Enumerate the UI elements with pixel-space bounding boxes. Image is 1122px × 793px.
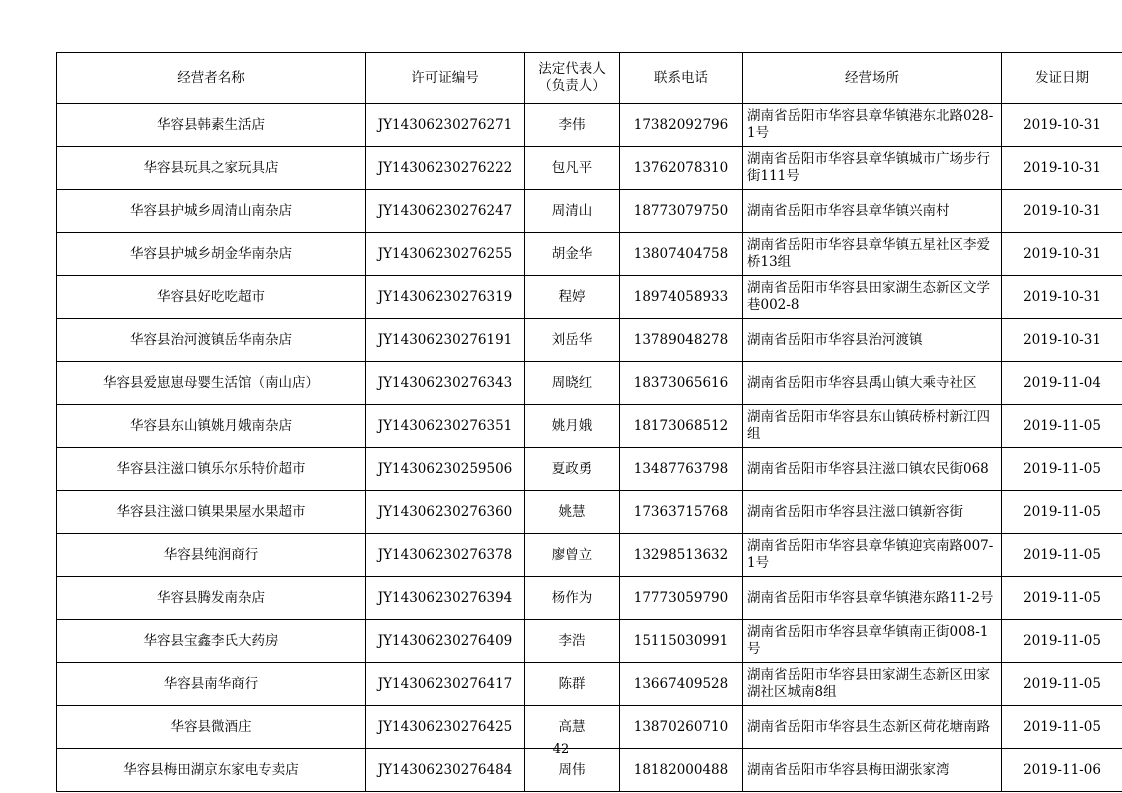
table-body	[57, 104, 1122, 792]
cell-license-number: JY14306230276191	[366, 319, 525, 362]
column-header-license-number: 许可证编号	[366, 53, 525, 104]
cell-phone: 18373065616	[620, 362, 743, 405]
cell-issue-date: 2019-11-04	[1002, 362, 1122, 405]
cell-legal-representative: 李浩	[525, 620, 620, 663]
cell-license-number: JY14306230276394	[366, 577, 525, 620]
cell-issue-date: 2019-10-31	[1002, 104, 1122, 147]
cell-license-number: JY14306230276484	[366, 749, 525, 792]
cell-phone: 13667409528	[620, 663, 743, 706]
cell-license-number: JY14306230276417	[366, 663, 525, 706]
cell-business-place: 湖南省岳阳市华容县田家湖生态新区田家湖社区城南8组	[743, 663, 1002, 706]
cell-issue-date: 2019-10-31	[1002, 319, 1122, 362]
cell-operator-name: 华容县好吃吃超市	[57, 276, 366, 319]
cell-phone: 17773059790	[620, 577, 743, 620]
column-header-operator-name: 经营者名称	[57, 53, 366, 104]
cell-phone: 18173068512	[620, 405, 743, 448]
column-header-issue-date: 发证日期	[1002, 53, 1122, 104]
cell-license-number: JY14306230259506	[366, 448, 525, 491]
cell-phone: 17363715768	[620, 491, 743, 534]
cell-phone: 13487763798	[620, 448, 743, 491]
cell-business-place: 湖南省岳阳市华容县注滋口镇农民街068	[743, 448, 1002, 491]
cell-legal-representative: 姚慧	[525, 491, 620, 534]
cell-issue-date: 2019-11-05	[1002, 577, 1122, 620]
cell-business-place: 湖南省岳阳市华容县章华镇五星社区李爱桥13组	[743, 233, 1002, 276]
cell-issue-date: 2019-11-05	[1002, 706, 1122, 749]
table-row	[57, 620, 1122, 663]
cell-license-number: JY14306230276378	[366, 534, 525, 577]
cell-operator-name: 华容县南华商行	[57, 663, 366, 706]
cell-operator-name: 华容县纯润商行	[57, 534, 366, 577]
cell-legal-representative: 周伟	[525, 749, 620, 792]
cell-issue-date: 2019-10-31	[1002, 147, 1122, 190]
cell-operator-name: 华容县玩具之家玩具店	[57, 147, 366, 190]
column-header-legal-representative-line2: （负责人）	[538, 78, 606, 94]
cell-legal-representative: 刘岳华	[525, 319, 620, 362]
table-header	[57, 53, 1122, 104]
cell-legal-representative: 廖曾立	[525, 534, 620, 577]
cell-issue-date: 2019-11-05	[1002, 491, 1122, 534]
table-row	[57, 405, 1122, 448]
cell-operator-name: 华容县注滋口镇乐尔乐特价超市	[57, 448, 366, 491]
cell-operator-name: 华容县护城乡胡金华南杂店	[57, 233, 366, 276]
table-row	[57, 663, 1122, 706]
cell-license-number: JY14306230276271	[366, 104, 525, 147]
cell-issue-date: 2019-10-31	[1002, 276, 1122, 319]
cell-business-place: 湖南省岳阳市华容县禹山镇大乘寺社区	[743, 362, 1002, 405]
cell-operator-name: 华容县注滋口镇果果屋水果超市	[57, 491, 366, 534]
cell-business-place: 湖南省岳阳市华容县章华镇南正街008-1号	[743, 620, 1002, 663]
page-number: 42	[552, 742, 570, 757]
cell-legal-representative: 胡金华	[525, 233, 620, 276]
cell-business-place: 湖南省岳阳市华容县章华镇港东路11-2号	[743, 577, 1002, 620]
cell-business-place: 湖南省岳阳市华容县章华镇城市广场步行街111号	[743, 147, 1002, 190]
cell-operator-name: 华容县宝鑫李氏大药房	[57, 620, 366, 663]
cell-phone: 13807404758	[620, 233, 743, 276]
table-row	[57, 104, 1122, 147]
table-row	[57, 491, 1122, 534]
cell-business-place: 湖南省岳阳市华容县梅田湖张家湾	[743, 749, 1002, 792]
cell-phone: 18182000488	[620, 749, 743, 792]
column-header-business-place: 经营场所	[743, 53, 1002, 104]
cell-issue-date: 2019-11-05	[1002, 448, 1122, 491]
cell-license-number: JY14306230276255	[366, 233, 525, 276]
cell-operator-name: 华容县东山镇姚月娥南杂店	[57, 405, 366, 448]
cell-license-number: JY14306230276319	[366, 276, 525, 319]
cell-legal-representative: 程婷	[525, 276, 620, 319]
cell-operator-name: 华容县韩素生活店	[57, 104, 366, 147]
cell-issue-date: 2019-11-05	[1002, 405, 1122, 448]
cell-issue-date: 2019-11-05	[1002, 620, 1122, 663]
cell-phone: 13298513632	[620, 534, 743, 577]
table-row	[57, 233, 1122, 276]
cell-operator-name: 华容县梅田湖京东家电专卖店	[57, 749, 366, 792]
table-row	[57, 147, 1122, 190]
table-row	[57, 448, 1122, 491]
cell-license-number: JY14306230276360	[366, 491, 525, 534]
cell-license-number: JY14306230276343	[366, 362, 525, 405]
cell-license-number: JY14306230276351	[366, 405, 525, 448]
cell-operator-name: 华容县护城乡周清山南杂店	[57, 190, 366, 233]
license-table-container	[56, 52, 1101, 792]
cell-issue-date: 2019-10-31	[1002, 190, 1122, 233]
cell-phone: 18974058933	[620, 276, 743, 319]
cell-business-place: 湖南省岳阳市华容县东山镇砖桥村新江四组	[743, 405, 1002, 448]
cell-license-number: JY14306230276247	[366, 190, 525, 233]
cell-business-place: 湖南省岳阳市华容县注滋口镇新容街	[743, 491, 1002, 534]
cell-issue-date: 2019-11-05	[1002, 663, 1122, 706]
table-row	[57, 276, 1122, 319]
cell-issue-date: 2019-10-31	[1002, 233, 1122, 276]
cell-phone: 18773079750	[620, 190, 743, 233]
cell-business-place: 湖南省岳阳市华容县章华镇港东北路028-1号	[743, 104, 1002, 147]
cell-business-place: 湖南省岳阳市华容县田家湖生态新区文学巷002-8	[743, 276, 1002, 319]
license-table	[56, 52, 1122, 792]
cell-phone: 13870260710	[620, 706, 743, 749]
table-header-row	[57, 53, 1122, 104]
cell-issue-date: 2019-11-05	[1002, 534, 1122, 577]
cell-license-number: JY14306230276222	[366, 147, 525, 190]
table-row	[57, 319, 1122, 362]
cell-legal-representative: 夏政勇	[525, 448, 620, 491]
cell-legal-representative: 姚月娥	[525, 405, 620, 448]
cell-legal-representative: 李伟	[525, 104, 620, 147]
cell-phone: 15115030991	[620, 620, 743, 663]
cell-legal-representative: 陈群	[525, 663, 620, 706]
cell-legal-representative: 高慧	[525, 706, 620, 749]
column-header-legal-representative-line1: 法定代表人	[538, 61, 606, 78]
column-header-legal-representative	[525, 53, 620, 104]
cell-issue-date: 2019-11-06	[1002, 749, 1122, 792]
cell-legal-representative: 周晓红	[525, 362, 620, 405]
cell-phone: 17382092796	[620, 104, 743, 147]
cell-license-number: JY14306230276425	[366, 706, 525, 749]
cell-operator-name: 华容县腾发南杂店	[57, 577, 366, 620]
cell-phone: 13789048278	[620, 319, 743, 362]
cell-legal-representative: 杨作为	[525, 577, 620, 620]
cell-business-place: 湖南省岳阳市华容县治河渡镇	[743, 319, 1002, 362]
cell-phone: 13762078310	[620, 147, 743, 190]
cell-license-number: JY14306230276409	[366, 620, 525, 663]
cell-legal-representative: 周清山	[525, 190, 620, 233]
table-row	[57, 190, 1122, 233]
cell-business-place: 湖南省岳阳市华容县生态新区荷花塘南路	[743, 706, 1002, 749]
cell-operator-name: 华容县治河渡镇岳华南杂店	[57, 319, 366, 362]
cell-business-place: 湖南省岳阳市华容县章华镇迎宾南路007-1号	[743, 534, 1002, 577]
table-row	[57, 577, 1122, 620]
table-row	[57, 362, 1122, 405]
cell-business-place: 湖南省岳阳市华容县章华镇兴南村	[743, 190, 1002, 233]
cell-legal-representative: 包凡平	[525, 147, 620, 190]
cell-operator-name: 华容县爱崽崽母婴生活馆（南山店）	[57, 362, 366, 405]
column-header-phone: 联系电话	[620, 53, 743, 104]
table-row	[57, 534, 1122, 577]
cell-operator-name: 华容县微酒庄	[57, 706, 366, 749]
